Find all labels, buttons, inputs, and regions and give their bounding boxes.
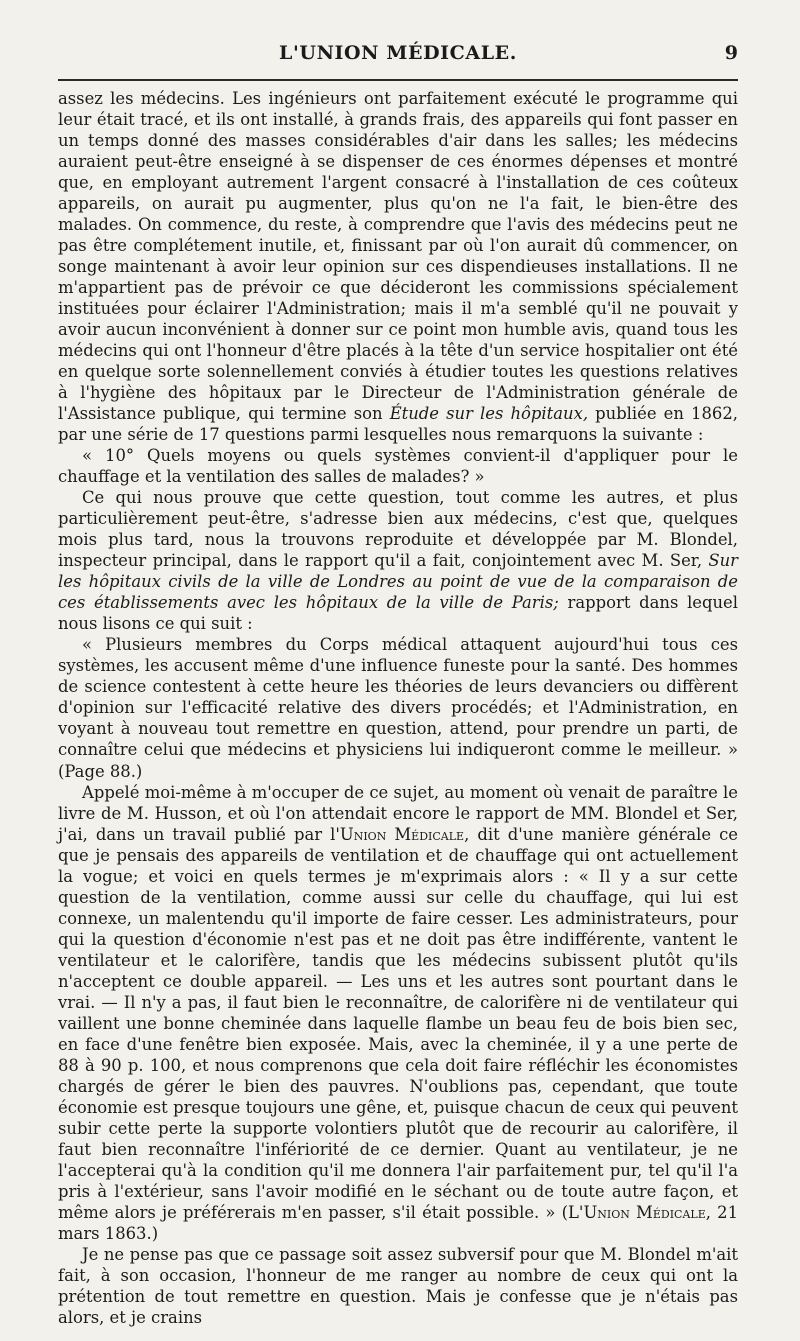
journal-name: Union Médicale — [339, 824, 465, 844]
body-text — [58, 88, 738, 1328]
page-header — [58, 40, 738, 74]
paragraph-text: « 10° Quels moyens ou quels systèmes convient-il d'appliquer pour le chauffage et la ventilation des salles de malades? » — [58, 446, 738, 487]
page-number: 9 — [724, 42, 738, 64]
paragraph-text: Je ne pense pas que ce passage soit assez subversif pour que M. Blondel m'ait fait, à son occasion, l'honneur de me ranger au nombre de ceux qui ont la prétention de tout remettre en question. Mais je confesse que je n'étais pas alors, et je crains — [58, 1244, 738, 1327]
header-rule — [58, 79, 738, 81]
paragraph-text: Ce qui nous prouve que cette question, tout comme les autres, et plus particulièrement peut-être, s'adresse bien aux médecins, c'est que, quelques mois plus tard, nous la trouvons reproduite et développée par M. Blondel, inspecteur principal, dans le rapport qu'il a fait, conjointement avec M. Ser, — [58, 488, 738, 571]
journal-name: Union Médicale — [583, 1202, 706, 1222]
book-title: Étude sur les hôpitaux, — [389, 404, 589, 424]
paragraph-5 — [58, 782, 738, 1244]
paragraph-text: rapport dans lequel nous lisons ce qui suit : — [58, 593, 738, 634]
paragraph-text: , 21 mars 1863.) — [58, 1202, 738, 1243]
paragraph-4 — [58, 634, 738, 781]
running-title: L'UNION MÉDICALE. — [279, 42, 517, 64]
paragraph-text: assez les médecins. Les ingénieurs ont parfaitement exécuté le programme qui leur était tracé, et ils ont installé, à grands frais, des appareils qui font passer en un temps donné des masses considérables d'air dans les salles; les médecins auraient peut-être enseigné à se dispenser de ces énormes dépenses et montré que, en employant autrement l'argent consacré à l'installation de ces coûteux appareils, on aurait pu augmenter, plus qu'on ne l'a fait, le bien-être des malades. On commence, du reste, à comprendre que l'avis des médecins peut ne pas être complétement inutile, et, finissant par où l'on aurait dû commencer, on songe maintenant à avoir leur opinion sur ces dispendieuses installations. Il ne m'appartient pas de prévoir ce que décideront les commissions spécialement instituées pour éclairer l'Administration; mais il m'a semblé qu'il ne pouvait y avoir aucun inconvénient à donner sur ce point mon humble avis, quand tous les médecins qui ont l'honneur d'être placés à la tête d'un service hospitalier ont été en quelque sorte solennellement conviés à étudier toutes les questions relatives à l'hygiène des hôpitaux par le Directeur de l'Administration générale de l'Assistance publique, qui termine son — [58, 89, 738, 424]
paragraph-text: Appelé moi-même à m'occuper de ce sujet, au moment où venait de paraître le livre de M. Husson, et où l'on attendait encore le rapport de MM. Blondel et Ser, j'ai, dans un travail publié par l' — [58, 782, 738, 844]
paragraph-text: « Plusieurs membres du Corps médical attaquent aujourd'hui tous ces systèmes, les accusent même d'une influence funeste pour la santé. Des hommes de science contestent à cette heure les théories de leurs devanciers ou diffèrent d'opinion sur l'efficacité relative des divers procédés; et l'Administration, en voyant à nouveau tout remettre en question, attend, pour prendre un parti, de connaître celui que médecins et physiciens lui indiqueront comme le meilleur. » (Page 88.) — [58, 635, 738, 781]
paragraph-text: publiée en 1862, par une série de 17 questions parmi lesquelles nous remarquons la suivante : — [58, 404, 738, 445]
paragraph-3 — [58, 487, 738, 634]
paragraph-2 — [58, 445, 738, 487]
paragraph-text: , dit d'une manière générale ce que je pensais des appareils de ventilation et de chauffage qui ont actuellement la vogue; et voici en quels termes je m'exprimais alors : « Il y a sur cette question de la ventilation, comme aussi sur celle du chauffage, qui lui est connexe, un malentendu qu'il importe de faire cesser. Les administrateurs, pour qui la question d'économie n'est pas et ne doit pas être indifférente, vantent le ventilateur et le calorifère, tandis que les médecins subissent plutôt qu'ils n'acceptent ce double appareil. — Les uns et les autres sont pourtant dans le vrai. — Il n'y a pas, il faut bien le reconnaître, de calorifère ni de ventilateur qui vaillent une bonne cheminée dans laquelle flambe un beau feu de bois bien sec, en face d'une fenêtre bien exposée. Mais, avec la cheminée, il y a une perte de 88 à 90 p. 100, et nous comprenons que cela doit faire réfléchir les économistes chargés de gérer le bien des pauvres. N'oublions pas, cependant, que toute économie est presque toujours une gêne, et, puisque chacun de ceux qui peuvent subir cette perte la supporte volontiers plutôt que de recourir au calorifère, il faut bien reconnaître l'infériorité de ce dernier. Quant au ventilateur, je ne l'accepterai qu'à la condition qu'il me donnera l'air parfaitement pur, tel qu'il l'a pris à l'extérieur, sans l'avoir modifié en le séchant ou de toute autre façon, et même alors je préférerais m'en passer, s'il était possible. » (L' — [58, 824, 739, 1222]
paragraph-6 — [58, 1244, 738, 1328]
report-title: Sur les hôpitaux civils de la ville de Londres au point de vue de la comparaison de ces établissements avec les hôpitaux de la ville de Paris; — [58, 551, 738, 613]
paragraph-1 — [58, 88, 738, 445]
